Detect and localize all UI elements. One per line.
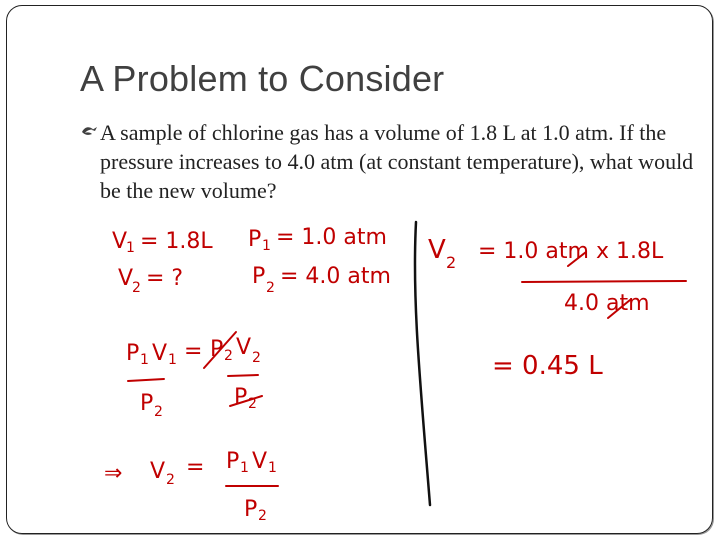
eq-p2-sub: 2 [224, 348, 233, 364]
result-num-v: V [252, 449, 268, 474]
v1-value: = 1.8L [140, 229, 213, 254]
eq-p2: P [210, 337, 224, 362]
result-den-sub: 2 [258, 508, 267, 524]
answer: = 0.45 L [492, 351, 603, 381]
denom-right-sub: 2 [248, 396, 257, 412]
calc-denominator: 4.0 atm [564, 291, 650, 316]
p1-subscript: 1 [262, 238, 271, 254]
calc-sub: 2 [446, 253, 457, 272]
result-num-p: P [226, 449, 240, 474]
problem-statement: A sample of chlorine gas has a volume of 1.8 L at 1.0 atm. If the pressure increases to 4.0 atm (at constant temperature), what would be the new volume? [100, 120, 694, 203]
p1-symbol: P [248, 227, 262, 252]
result-num-v-sub: 1 [268, 460, 277, 476]
v2-subscript: 2 [132, 280, 141, 296]
v1-subscript: 1 [126, 240, 135, 256]
denom-left-p: P [140, 391, 154, 416]
arrow: ⇒ [104, 461, 123, 486]
result-den: P [244, 497, 258, 522]
eq-v2-sub: 2 [252, 350, 261, 366]
eq-v2: V [236, 335, 252, 360]
eq-equals: = [184, 339, 203, 364]
eq-p1: P [126, 341, 140, 366]
slide-title: A Problem to Consider [80, 58, 445, 99]
eq-p1-sub: 1 [140, 352, 149, 368]
denom-right-p: P [234, 385, 248, 410]
result-v: V [150, 459, 166, 484]
v2-symbol: V [118, 266, 134, 291]
result-num-p-sub: 1 [240, 460, 249, 476]
p2-value: = 4.0 atm [280, 264, 391, 289]
v2-value: = ? [146, 266, 184, 291]
result-equals: = [186, 455, 205, 480]
v1-symbol: V [112, 229, 128, 254]
p2-subscript: 2 [266, 280, 275, 296]
eq-v1: V [152, 341, 168, 366]
calc-v: V [428, 235, 446, 265]
result-sub: 2 [166, 472, 175, 488]
p1-value: = 1.0 atm [276, 225, 387, 250]
denom-left-sub: 2 [154, 404, 163, 420]
eq-v1-sub: 1 [168, 352, 177, 368]
calc-expression: = 1.0 atm x 1.8L [478, 239, 664, 264]
p2-symbol: P [252, 264, 266, 289]
ornate-bullet-icon [80, 124, 98, 140]
